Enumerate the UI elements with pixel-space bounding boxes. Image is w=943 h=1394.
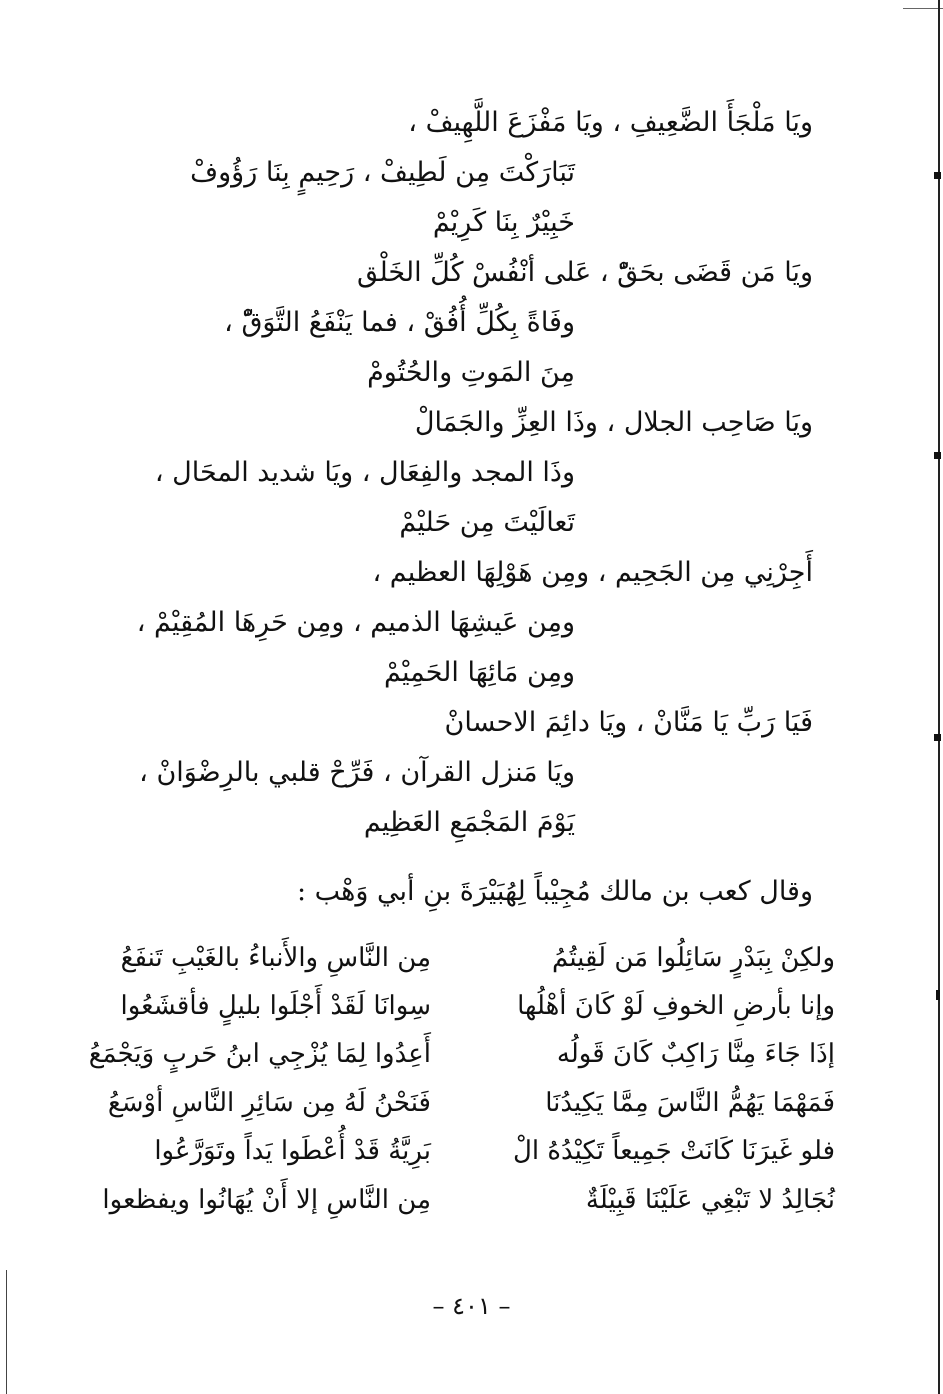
- verse-second-hemistich: سِوانَا لَقَدْ أَجْلَوا بليلٍ فأقشَعُوا: [120, 991, 431, 1021]
- verse-second-hemistich: بَرِيَّةُ قَدْ أُعْطَوا يَداً وتَوَرَّعُوا: [154, 1136, 431, 1166]
- verse-first-hemistich: نُجَالِدُ لا تَبْغِي عَلَيْنَا قَبِيْلَةٌ: [585, 1185, 835, 1215]
- poem-line: أَجِرْنِي مِن الجَحِيم ، ومِن هَوْلِهَا العظيم ،: [372, 557, 813, 588]
- scan-mark: [934, 172, 941, 179]
- intro-line: وقال كعب بن مالك مُجِيْباً لِهُبَيْرَةَ بنِ أبي وَهْب :: [296, 876, 813, 907]
- scan-mark: [936, 990, 940, 1000]
- poem-line: ويَا مَلْجَأَ الضَّعِيفِ ، ويَا مَفْزَعَ اللَّهِيفْ ،: [408, 107, 813, 138]
- poem-line: مِنَ المَوتِ والحُتُومْ: [367, 357, 575, 388]
- poem-line: وفَاةً بِكُلِّ أُفُقْ ، فما يَنْفَعُ التَّوَقّْ ،: [224, 307, 575, 338]
- scan-edge-right: [938, 0, 940, 1394]
- poem-line: ويَا مَن قَضَى بحَقّْ ، عَلى أنْفُسْ كُلِّ الخَلْق: [356, 257, 813, 288]
- poem-line: وذَا المجد والفِعَال ، ويَا شديد المحَال ،: [154, 457, 575, 488]
- verse-second-hemistich: فَنَحْنُ لَهُ مِن سَائِرِ النَّاسِ أوْسَعُ: [107, 1088, 431, 1118]
- page-number: – ٤٠١ –: [432, 1292, 511, 1320]
- scan-mark: [934, 734, 941, 741]
- poem-line: تَعالَيْتَ مِن حَليْمْ: [399, 507, 575, 538]
- poem-line: فَيَا رَبِّ يَا مَنَّانْ ، ويَا دائِمَ الاحسانْ: [444, 707, 813, 738]
- verse-second-hemistich: أَعِدُوا لِمَا يُزْجِي ابنُ حَربٍ وَيَجْمَعُ: [88, 1039, 431, 1069]
- poem-line: ومِن مَائِهَا الحَمِيْمْ: [384, 657, 575, 688]
- poem-line: يَوْمَ المَجْمَعِ العَظِيم: [363, 807, 575, 838]
- verse-first-hemistich: إذَا جَاءَ مِنَّا رَاكِبٌ كَانَ قَولُه: [556, 1039, 835, 1069]
- scan-mark: [934, 452, 941, 459]
- verse-first-hemistich: فلو غَيرَنَا كَانَتْ جَمِيعاً تَكِيْدُهُ الْ: [512, 1136, 835, 1166]
- verse-second-hemistich: مِن النَّاسِ والأَنباءُ بالغَيْبِ تَنفَعُ: [120, 943, 431, 973]
- verse-first-hemistich: فَمَهْمَا يَهُمُّ النَّاسَ مِمَّا يَكِيدُنَا: [545, 1088, 835, 1118]
- poem-line: خَبِيْرٌ بِنَا كَرِيْمْ: [432, 207, 575, 238]
- verse-second-hemistich: مِن النَّاسِ إلا أَنْ يُهَانُوا ويفظعوا: [102, 1185, 431, 1215]
- poem-line: ويَا صَاحِب الجلال ، وذَا العِزِّ والجَمَالْ: [414, 407, 813, 438]
- scan-edge-left: [6, 1270, 7, 1394]
- verse-first-hemistich: ولكِنْ بِبَدْرٍ سَائِلُوا مَن لَقِيتُمُ: [552, 943, 835, 973]
- poem-line: ومِن عَيشِهَا الذميم ، ومِن حَرِهَا المُقِيْمْ ،: [136, 607, 575, 638]
- verse-first-hemistich: وإنا بأرضِ الخوفِ لَوْ كَانَ أهْلُها: [517, 991, 835, 1021]
- poem-line: تَبَارَكْتَ مِن لَطِيفْ ، رَحِيمٍ بِنَا رَؤُوفْ: [190, 157, 575, 188]
- scan-edge-top: [903, 8, 943, 9]
- poem-line: ويَا مَنزل القرآن ، فَرِّحْ قلبي بالرِضْوَانْ ،: [139, 757, 575, 788]
